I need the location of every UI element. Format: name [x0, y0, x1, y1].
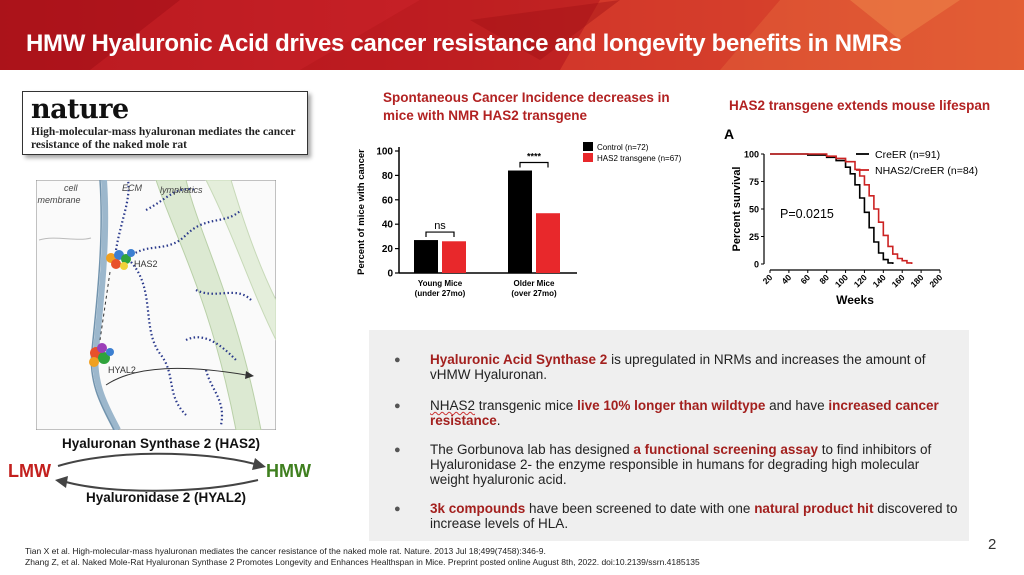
bullet-4-text-a: have been screened to date with one — [525, 501, 755, 516]
references — [25, 546, 700, 567]
bullet-3-highlight: a functional screening assay — [633, 442, 818, 457]
bullet-2-prefix: NHAS2 — [430, 398, 476, 413]
paper-citation-box — [22, 91, 308, 155]
lifespan-chart-title: HAS2 transgene extends mouse lifespan — [729, 98, 991, 113]
bullet-2-suffix: . — [496, 413, 501, 428]
y-tick-label: 100 — [743, 149, 759, 160]
bullet-3-prefix: The Gorbunova lab has designed — [430, 442, 634, 457]
y-tick-label: 75 — [748, 177, 759, 187]
bullet-2-text-a: transgenic mice — [475, 398, 578, 413]
x-tick-label: 80 — [817, 272, 832, 287]
bullet-4 — [394, 501, 960, 531]
bullet-1-text: is upregulated in NRMs and increases the amount of vHMW Hyaluronan. — [430, 352, 926, 382]
ecm-label: ECM — [122, 183, 142, 193]
y-tick-label: 80 — [381, 170, 393, 182]
degradation-arrow — [66, 480, 258, 491]
hmw-label: HMW — [266, 461, 311, 481]
bar — [536, 213, 560, 273]
cancer-incidence-chart — [352, 128, 700, 306]
reference-1: Tian X et al. High-molecular-mass hyaluronan mediates the cancer resistance of the naked mole rat. Nature. 2013 Jul 18;499(7458):346-9. — [25, 546, 546, 556]
significance-label: ns — [434, 220, 446, 233]
legend-swatch — [583, 153, 593, 162]
paper-title: High-molecular-mass hyaluronan mediates the cancer resistance of the naked mole rat — [31, 126, 296, 151]
bullet-4-text-b: discovered to increase levels of HLA. — [430, 501, 958, 531]
hyaluronan-cell-diagram — [36, 180, 276, 430]
y-axis-label: Percent survival — [731, 166, 743, 252]
x-tick-label: 20 — [760, 272, 775, 287]
y-tick-label: 100 — [376, 146, 393, 158]
cell-membrane-label-line: membrane — [37, 195, 81, 205]
cancer-chart-title: Spontaneous Cancer Incidence decreases in mice with NMR HAS2 transgene — [383, 90, 670, 123]
category-label: Older Mice — [513, 279, 555, 288]
legend-label: Control (n=72) — [597, 143, 649, 152]
category-label: Young Mice — [417, 279, 463, 288]
x-tick-label: 200 — [927, 272, 945, 290]
bullet-2-highlight-2: increased cancer resistance — [430, 398, 939, 428]
y-tick-label: 60 — [381, 195, 393, 207]
y-tick-label: 50 — [748, 204, 759, 215]
cell-membrane-label-line: cell — [63, 183, 78, 193]
bar — [508, 171, 532, 273]
bullet-4-highlight-1: 3k compounds — [430, 501, 526, 516]
bar — [442, 241, 466, 273]
legend-label: HAS2 transgene (n=67) — [597, 154, 682, 163]
bullet-4-highlight-2: natural product hit — [754, 501, 874, 516]
y-tick-label: 0 — [387, 268, 393, 280]
x-tick-label: 60 — [798, 272, 813, 287]
y-tick-label: 20 — [381, 244, 393, 256]
hydrolase-label: Hyaluronidase 2 (HYAL2) — [86, 490, 247, 505]
significance-label: **** — [526, 151, 542, 162]
bullet-3 — [394, 442, 960, 487]
x-tick-label: 100 — [832, 272, 850, 290]
synthase-label: Hyaluronan Synthase 2 (HAS2) — [62, 436, 261, 451]
panel-label: A — [724, 126, 735, 142]
p-value-annotation: P=0.0215 — [780, 207, 834, 221]
bullet-1-highlight: Hyaluronic Acid Synthase 2 — [430, 352, 608, 367]
bullet-dot-icon: ● — [394, 503, 401, 515]
bullet-dot-icon: ● — [394, 400, 401, 412]
journal-logo: nature — [31, 94, 129, 125]
category-sublabel: (over 27mo) — [511, 289, 557, 298]
lmw-label: LMW — [8, 461, 51, 481]
reference-2: Zhang Z, et al. Naked Mole-Rat Hyaluronan Synthase 2 Promotes Longevity and Enhances Healthspan in Mice. Preprint posted online August 8th, 2022. doi:10.2139/ssrn.4185135 — [25, 556, 700, 567]
x-axis-label: Weeks — [836, 293, 874, 307]
y-tick-label: 25 — [748, 232, 759, 242]
bullet-2-highlight-1: live 10% longer than wildtype — [577, 398, 766, 413]
synthesis-arrow — [58, 454, 255, 466]
x-tick-label: 120 — [851, 272, 869, 290]
x-tick-label: 40 — [779, 272, 794, 287]
x-tick-label: 160 — [889, 272, 907, 290]
category-sublabel: (under 27mo) — [414, 289, 466, 298]
y-tick-label: 40 — [381, 219, 393, 231]
has2-diagram-label: HAS2 — [134, 259, 158, 269]
legend-swatch — [583, 142, 593, 151]
bar — [414, 240, 438, 273]
bullet-3-text: to find inhibitors of Hyaluronidase 2- the enzyme responsible in humans for degrading high molecular weight hyaluronic acid. — [430, 442, 932, 487]
page-number: 2 — [988, 536, 997, 553]
y-axis-label: Percent of mice with cancer — [356, 149, 367, 275]
legend-label: NHAS2/CreER (n=84) — [875, 165, 978, 177]
bullet-1 — [394, 352, 960, 382]
significance-bracket — [520, 163, 548, 168]
bullet-2 — [394, 398, 960, 428]
y-tick-label: 0 — [753, 259, 759, 270]
bullet-dot-icon: ● — [394, 444, 401, 456]
significance-bracket — [426, 232, 454, 237]
slide-title: HMW Hyaluronic Acid drives cancer resistance and longevity benefits in NMRs — [26, 30, 902, 57]
x-tick-label: 140 — [870, 272, 888, 290]
x-tick-label: 180 — [908, 272, 926, 290]
hyal2-diagram-label: HYAL2 — [108, 365, 136, 375]
reaction-arrows — [0, 430, 330, 510]
survival-chart — [722, 124, 998, 310]
lymphatics-label: lymphatics — [160, 185, 203, 195]
title-banner — [0, 0, 1024, 70]
bullet-dot-icon: ● — [394, 354, 401, 366]
legend-label: CreER (n=91) — [875, 149, 941, 161]
bullet-2-text-b: and have — [765, 398, 829, 413]
